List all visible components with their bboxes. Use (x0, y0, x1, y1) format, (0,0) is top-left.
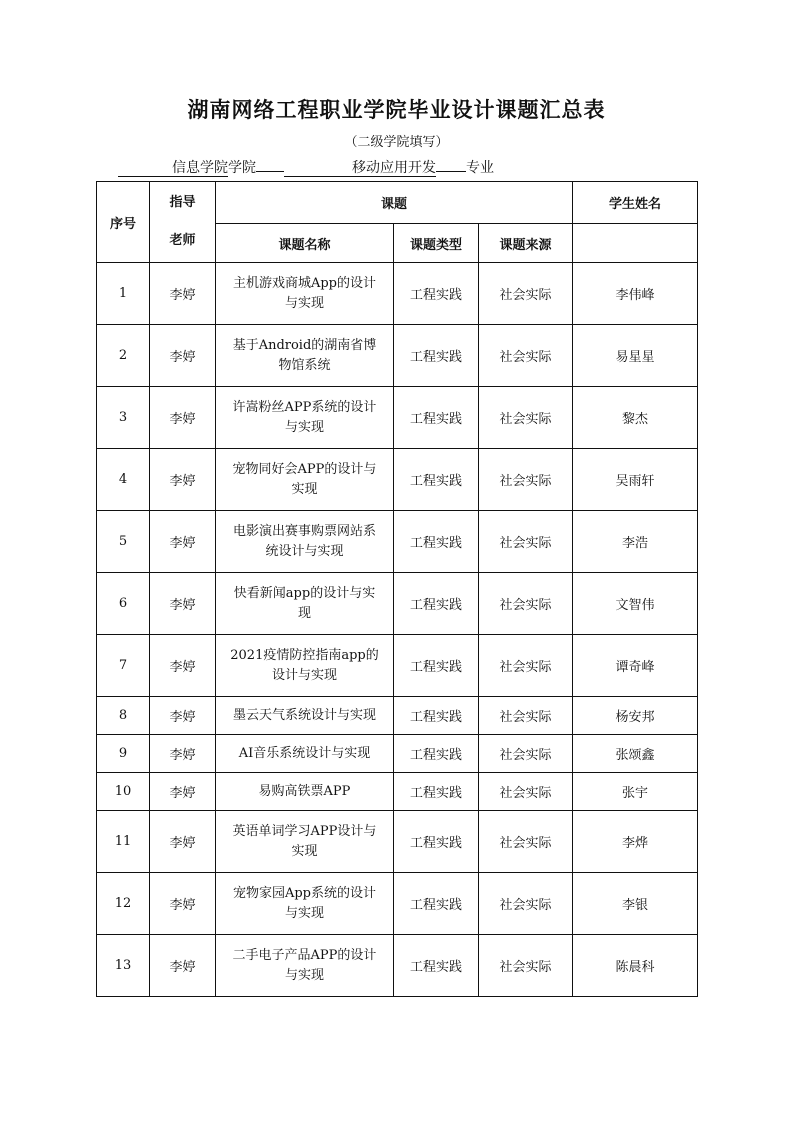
row-topic-type: 工程实践 (394, 635, 479, 697)
college-suffix: 学院 (228, 160, 256, 176)
topic-name-line: 电影演出赛事购票网站系 (232, 523, 376, 539)
row-topic-name (216, 773, 394, 811)
row-advisor: 李婷 (150, 773, 216, 811)
table-row (97, 263, 698, 325)
row-student: 李银 (573, 873, 698, 935)
topic-name-line: 易购高铁票APP (258, 783, 351, 799)
row-student: 李烨 (573, 811, 698, 873)
row-number: 12 (97, 873, 150, 935)
row-topic-type: 工程实践 (394, 449, 479, 511)
row-advisor: 李婷 (150, 873, 216, 935)
row-topic-source: 社会实际 (479, 325, 573, 387)
row-student: 杨安邦 (573, 697, 698, 735)
topic-name-line: 统设计与实现 (265, 543, 344, 559)
row-topic-type: 工程实践 (394, 511, 479, 573)
row-student: 李浩 (573, 511, 698, 573)
row-student: 张颂鑫 (573, 735, 698, 773)
table-row (97, 811, 698, 873)
topic-name-line: 实现 (291, 843, 318, 859)
row-topic-type: 工程实践 (394, 325, 479, 387)
college-field: 信息学院 (118, 161, 228, 177)
table-row (97, 935, 698, 997)
header-student: 学生姓名 (573, 182, 698, 224)
row-topic-source: 社会实际 (479, 811, 573, 873)
row-number: 10 (97, 773, 150, 811)
row-topic-source: 社会实际 (479, 387, 573, 449)
topic-name-line: AI音乐系统设计与实现 (238, 745, 371, 761)
major-suffix: 专业 (466, 160, 494, 176)
department-line (118, 160, 494, 177)
row-number: 7 (97, 635, 150, 697)
topic-name-line: 设计与实现 (271, 667, 337, 683)
table-row (97, 387, 698, 449)
row-advisor: 李婷 (150, 935, 216, 997)
table-row (97, 325, 698, 387)
row-topic-type: 工程实践 (394, 773, 479, 811)
header-seq: 序号 (97, 182, 150, 263)
row-topic-source: 社会实际 (479, 573, 573, 635)
row-topic-name (216, 735, 394, 773)
row-topic-name (216, 697, 394, 735)
topic-name-line: 宠物家园App系统的设计 (232, 885, 377, 901)
topic-name-line: 与实现 (284, 419, 324, 435)
topic-name-line: 主机游戏商城App的设计 (232, 275, 377, 291)
topic-name-line: 2021疫情防控指南app的 (230, 647, 379, 663)
header-topic-source: 课题来源 (479, 224, 573, 263)
topic-name-line: 基于Android的湖南省博 (232, 337, 377, 353)
header-topic-name: 课题名称 (216, 224, 394, 263)
row-topic-name (216, 811, 394, 873)
topic-name-line: 与实现 (284, 295, 324, 311)
row-advisor: 李婷 (150, 573, 216, 635)
row-student: 李伟峰 (573, 263, 698, 325)
row-number: 8 (97, 697, 150, 735)
major-field: 移动应用开发 (284, 161, 436, 177)
row-topic-name (216, 449, 394, 511)
row-topic-source: 社会实际 (479, 773, 573, 811)
row-topic-type: 工程实践 (394, 811, 479, 873)
row-topic-type: 工程实践 (394, 935, 479, 997)
document-subtitle: （二级学院填写） (344, 135, 449, 150)
row-advisor: 李婷 (150, 263, 216, 325)
row-topic-source: 社会实际 (479, 635, 573, 697)
table-row (97, 449, 698, 511)
topic-name-line: 与实现 (284, 967, 324, 983)
row-advisor: 李婷 (150, 387, 216, 449)
topic-name-line: 宠物同好会APP的设计与 (232, 461, 377, 477)
row-advisor: 李婷 (150, 635, 216, 697)
row-number: 5 (97, 511, 150, 573)
row-topic-type: 工程实践 (394, 735, 479, 773)
table-row (97, 635, 698, 697)
row-advisor: 李婷 (150, 511, 216, 573)
row-student: 文智伟 (573, 573, 698, 635)
topic-name-line: 现 (297, 605, 311, 621)
row-topic-type: 工程实践 (394, 873, 479, 935)
row-topic-type: 工程实践 (394, 573, 479, 635)
row-advisor: 李婷 (150, 325, 216, 387)
row-student: 陈晨科 (573, 935, 698, 997)
row-topic-name (216, 511, 394, 573)
document-title: 湖南网络工程职业学院毕业设计课题汇总表 (187, 97, 606, 122)
row-advisor: 李婷 (150, 735, 216, 773)
topic-name-line: 墨云天气系统设计与实现 (232, 707, 376, 723)
topic-name-line: 与实现 (284, 905, 324, 921)
row-student: 黎杰 (573, 387, 698, 449)
topics-table (96, 181, 698, 997)
row-student: 谭奇峰 (573, 635, 698, 697)
college-blank (256, 171, 284, 172)
row-topic-name (216, 935, 394, 997)
row-topic-source: 社会实际 (479, 263, 573, 325)
table-row (97, 873, 698, 935)
row-topic-name (216, 325, 394, 387)
row-advisor: 李婷 (150, 811, 216, 873)
row-number: 4 (97, 449, 150, 511)
row-advisor: 李婷 (150, 697, 216, 735)
topic-name-line: 快看新闻app的设计与实 (233, 585, 376, 601)
table-row (97, 735, 698, 773)
header-topic-group: 课题 (216, 182, 573, 224)
topic-name-line: 许嵩粉丝APP系统的设计 (232, 399, 377, 415)
row-number: 9 (97, 735, 150, 773)
row-topic-source: 社会实际 (479, 449, 573, 511)
table-row (97, 773, 698, 811)
row-topic-source: 社会实际 (479, 735, 573, 773)
header-advisor-line1: 指导 (169, 195, 196, 210)
table-row (97, 697, 698, 735)
row-topic-source: 社会实际 (479, 873, 573, 935)
row-topic-name (216, 573, 394, 635)
row-topic-source: 社会实际 (479, 511, 573, 573)
row-topic-name (216, 387, 394, 449)
header-advisor-line2: 老师 (169, 233, 196, 248)
header-topic-type: 课题类型 (394, 224, 479, 263)
row-topic-name (216, 635, 394, 697)
row-topic-source: 社会实际 (479, 935, 573, 997)
table-row (97, 511, 698, 573)
header-student-blank (573, 224, 698, 263)
row-number: 13 (97, 935, 150, 997)
table-row (97, 573, 698, 635)
row-number: 6 (97, 573, 150, 635)
row-student: 张宇 (573, 773, 698, 811)
topic-name-line: 二手电子产品APP的设计 (232, 947, 377, 963)
row-topic-source: 社会实际 (479, 697, 573, 735)
topic-name-line: 英语单词学习APP设计与 (232, 823, 377, 839)
major-blank (436, 171, 466, 172)
topic-name-line: 实现 (291, 481, 318, 497)
row-student: 吴雨轩 (573, 449, 698, 511)
row-topic-name (216, 263, 394, 325)
row-student: 易星星 (573, 325, 698, 387)
row-topic-type: 工程实践 (394, 263, 479, 325)
row-advisor: 李婷 (150, 449, 216, 511)
row-number: 2 (97, 325, 150, 387)
topic-name-line: 物馆系统 (278, 357, 331, 373)
row-number: 11 (97, 811, 150, 873)
table-body (97, 263, 698, 997)
row-topic-type: 工程实践 (394, 697, 479, 735)
row-topic-name (216, 873, 394, 935)
header-advisor (150, 182, 216, 263)
row-topic-type: 工程实践 (394, 387, 479, 449)
row-number: 1 (97, 263, 150, 325)
row-number: 3 (97, 387, 150, 449)
